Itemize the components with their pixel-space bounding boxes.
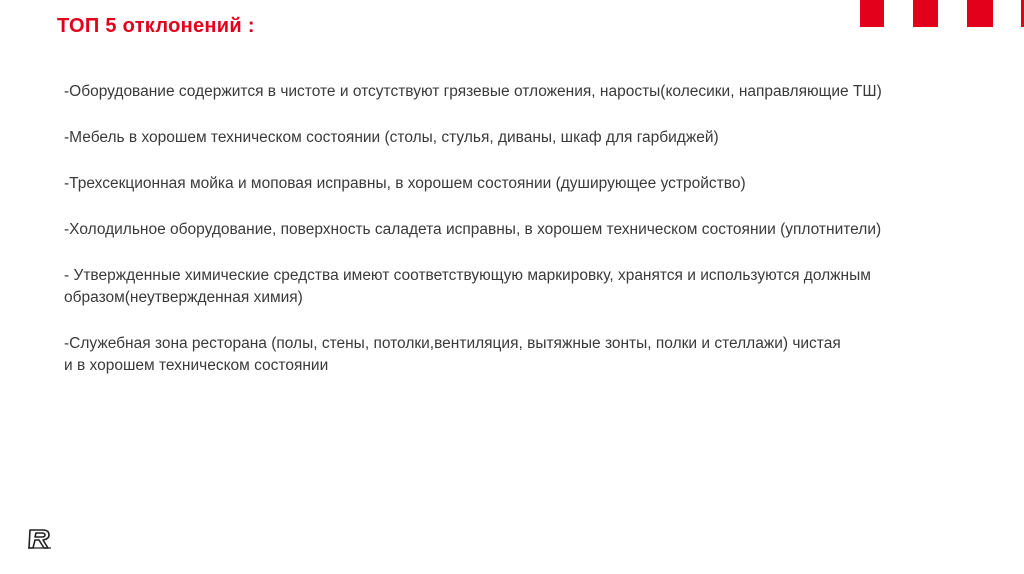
deviation-item-line: -Трехсекционная мойка и моповая исправны, в хорошем состоянии (душирующее устройство) [64, 175, 746, 192]
deviation-item-3 [64, 173, 1004, 195]
deviation-item-6 [64, 333, 1004, 377]
deviation-item-1 [64, 81, 1004, 103]
brand-r-logo-icon [27, 528, 53, 550]
deviation-item-line: -Оборудование содержится в чистоте и отсутствуют грязевые отложения, наросты(колесики, направляющие ТШ) [64, 83, 882, 100]
stripe-3 [967, 0, 993, 27]
deviation-item-line: образом(неутвержденная химия) [64, 289, 303, 306]
deviation-list [64, 81, 1004, 401]
deviation-item-line: - Утвержденные химические средства имеют соответствующую маркировку, хранятся и используются должным [64, 267, 871, 284]
slide-title: ТОП 5 отклонений : [57, 15, 255, 37]
header-stripes-decoration [860, 0, 1024, 28]
deviation-item-line: -Холодильное оборудование, поверхность саладета исправны, в хорошем техническом состоянии (уплотнители) [64, 221, 882, 238]
deviation-item-4 [64, 219, 1004, 241]
deviation-item-line: -Служебная зона ресторана (полы, стены, потолки,вентиляция, вытяжные зонты, полки и стеллажи) чистая [64, 335, 841, 352]
deviation-item-5 [64, 265, 1004, 309]
deviation-item-line: и в хорошем техническом состоянии [64, 357, 329, 374]
stripe-2 [913, 0, 938, 27]
deviation-item-line: -Мебель в хорошем техническом состоянии (столы, стулья, диваны, шкаф для гарбиджей) [64, 129, 719, 146]
deviation-item-2 [64, 127, 1004, 149]
stripe-1 [860, 0, 884, 27]
